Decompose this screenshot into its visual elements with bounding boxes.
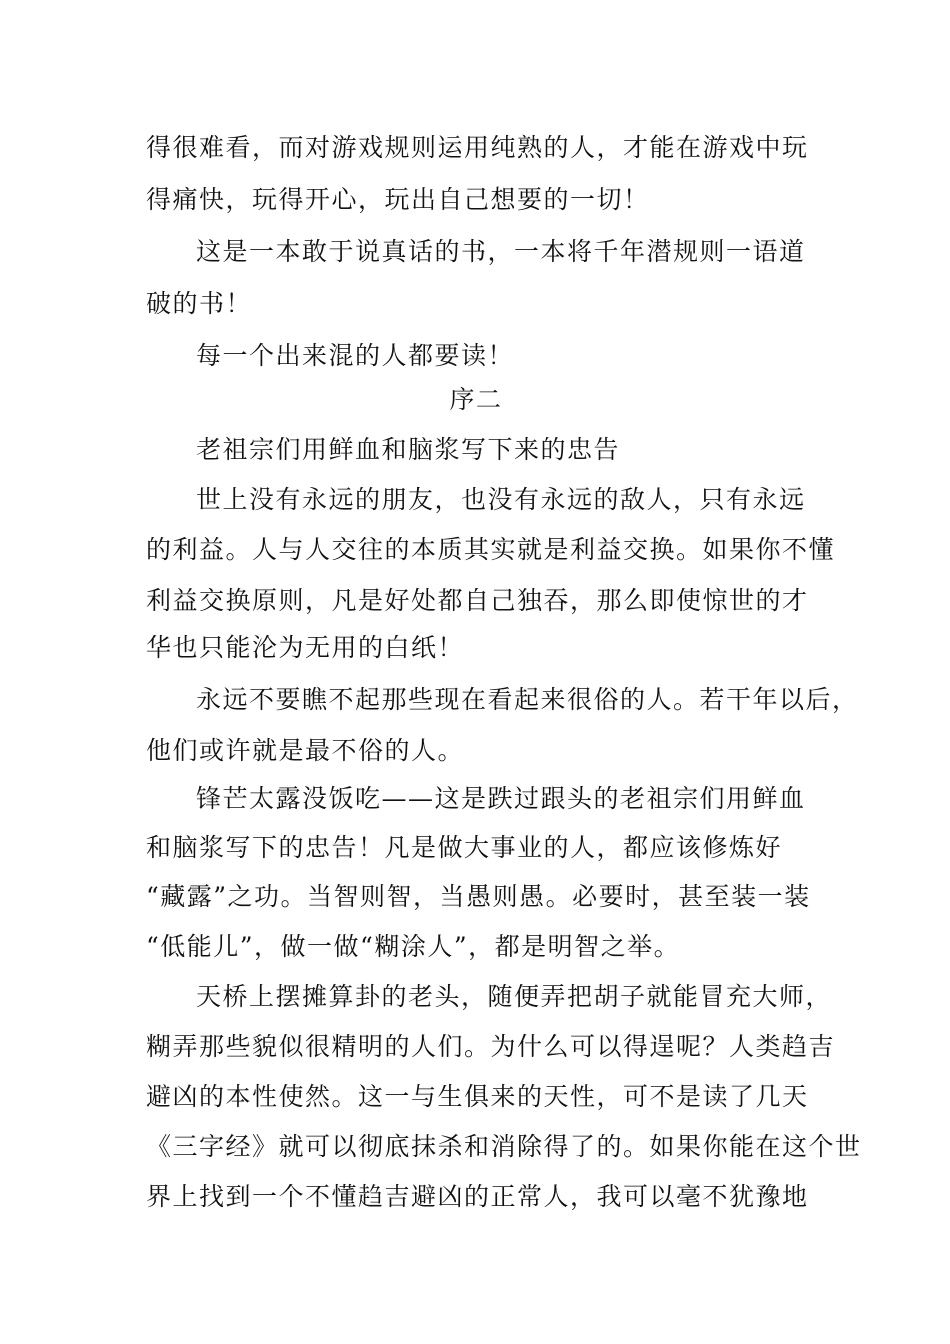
section-heading: 序二 [449, 385, 503, 414]
text-line: 得很难看，而对游戏规则运用纯熟的人，才能在游戏中玩 [146, 133, 809, 162]
text-line: 糊弄那些貌似很精明的人们。为什么可以得逞呢？人类趋吉 [146, 1032, 836, 1061]
text-line: 《三字经》就可以彻底抹杀和消除得了的。如果你能在这个世 [146, 1132, 862, 1161]
text-line: 华也只能沦为无用的白纸！ [146, 633, 465, 662]
paragraph-start: 每一个出来混的人都要读！ [196, 341, 515, 370]
paragraph-start: 世上没有永远的朋友，也没有永远的敌人，只有永远 [196, 485, 806, 514]
paragraph-start: 锋芒太露没饭吃——这是跌过跟头的老祖宗们用鲜血 [196, 784, 806, 813]
section-subtitle: 老祖宗们用鲜血和脑浆写下来的忠告 [196, 435, 621, 464]
text-line: 利益交换原则，凡是好处都自己独吞，那么即使惊世的才 [146, 586, 809, 615]
paragraph-start: 这是一本敢于说真话的书，一本将千年潜规则一语道 [196, 237, 806, 266]
text-line: 和脑浆写下的忠告！凡是做大事业的人，都应该修炼好 [146, 833, 783, 862]
paragraph-start: 永远不要瞧不起那些现在看起来很俗的人。若干年以后， [196, 685, 859, 714]
text-line: “低能儿”，做一做“糊涂人”，都是明智之举。 [146, 932, 681, 961]
text-line: 破的书！ [146, 289, 253, 318]
text-line: 的利益。人与人交往的本质其实就是利益交换。如果你不懂 [146, 535, 836, 564]
paragraph-start: 天桥上摆摊算卦的老头，随便弄把胡子就能冒充大师， [196, 982, 833, 1011]
text-line: 避凶的本性使然。这一与生俱来的天性，可不是读了几天 [146, 1082, 809, 1111]
text-line: 得痛快，玩得开心，玩出自己想要的一切！ [146, 185, 650, 214]
text-line: “藏露”之功。当智则智，当愚则愚。必要时，甚至装一装 [146, 882, 811, 911]
text-line: 他们或许就是最不俗的人。 [146, 736, 465, 765]
text-line: 界上找到一个不懂趋吉避凶的正常人，我可以毫不犹豫地 [146, 1182, 809, 1211]
